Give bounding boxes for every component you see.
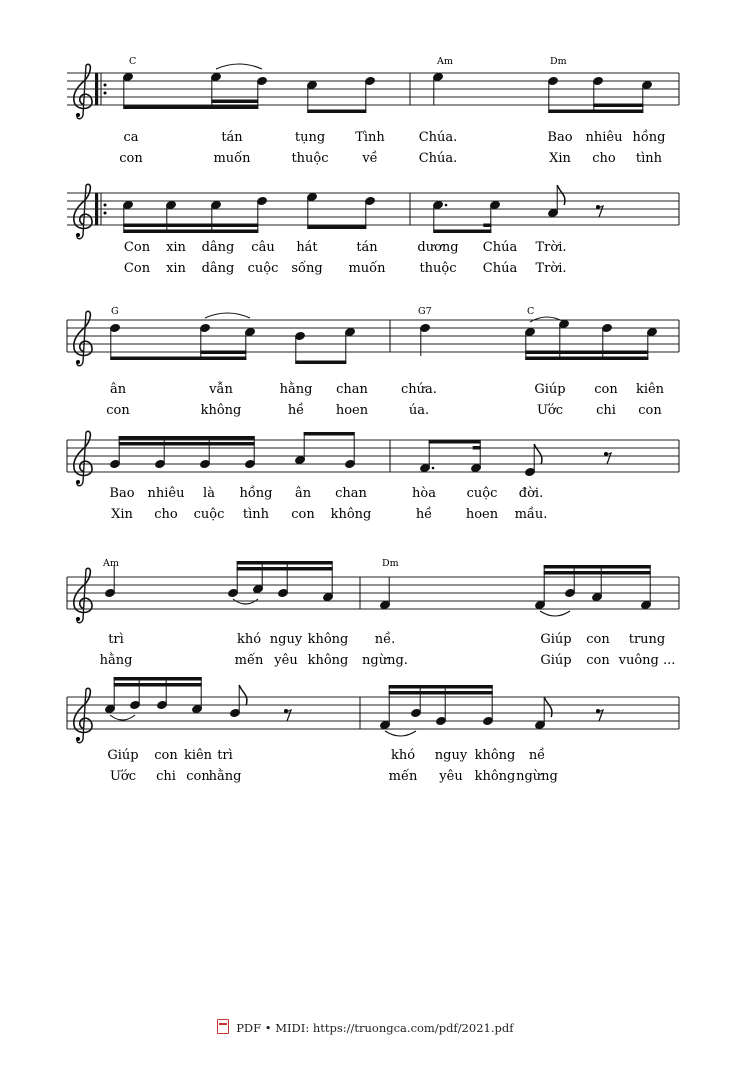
- note-beam: [544, 565, 651, 569]
- lyric-word: hồng: [632, 130, 666, 145]
- lyric-word: ngừng.: [362, 653, 408, 668]
- lyric-word: cho: [154, 507, 178, 522]
- lyric-word: tụng: [294, 130, 326, 145]
- treble-clef-icon: [74, 431, 92, 485]
- lyric-word: dương: [417, 240, 459, 255]
- lyric-word: khó: [236, 632, 262, 647]
- lyric-word: khó: [390, 748, 416, 763]
- lyric-word: ca: [123, 130, 139, 145]
- note-beam: [114, 677, 202, 681]
- lyric-word: không: [330, 507, 372, 522]
- eighth-rest-stroke: [598, 710, 603, 721]
- eighth-rest-stroke: [598, 206, 603, 217]
- footer-separator: •: [264, 1021, 272, 1035]
- note-beam: [211, 100, 258, 104]
- lyric-word: con: [586, 653, 610, 668]
- treble-clef-dot: [76, 360, 80, 364]
- lyric-word: nhiêu: [147, 486, 185, 501]
- lyric-word: nguy: [434, 748, 468, 763]
- lyric-word: không: [200, 403, 242, 418]
- note-beam: [237, 561, 333, 565]
- lyric-word: chứa.: [401, 382, 437, 397]
- note-flag: [534, 444, 542, 464]
- lyric-word: Bao: [109, 486, 135, 501]
- lyric-word: muốn: [348, 261, 386, 276]
- note-beam: [548, 110, 643, 114]
- lyric-word: Xin: [549, 151, 571, 166]
- upper-staff: [67, 577, 679, 609]
- lyric-word: chan: [336, 382, 368, 397]
- lyric-word: Chúa: [482, 261, 518, 276]
- lyric-word: Xin: [111, 507, 133, 522]
- lyric-word: hề: [415, 507, 433, 522]
- footer-url-link[interactable]: https://truongca.com/pdf/2021.pdf: [312, 1021, 514, 1035]
- treble-clef-curve: [74, 184, 92, 228]
- note-beam: [544, 571, 651, 575]
- lyric-word: mến: [388, 769, 418, 784]
- treble-clef-icon: [74, 184, 92, 238]
- lyric-word: con: [154, 748, 178, 763]
- lyric-word: con: [594, 382, 618, 397]
- note-beam: [200, 351, 246, 355]
- lyric-word: không: [307, 632, 349, 647]
- lyric-word: ân: [109, 382, 127, 397]
- treble-clef-dot: [76, 480, 80, 484]
- note-flag: [557, 185, 565, 205]
- lyric-word: hoen: [335, 403, 369, 418]
- lyric-word: nguy: [269, 632, 303, 647]
- note-beam: [123, 230, 258, 234]
- lyric-word: cuộc: [247, 261, 279, 276]
- lyric-word: không: [474, 748, 516, 763]
- note-beam: [110, 357, 246, 361]
- lyric-word: thuộc: [419, 261, 457, 276]
- pdf-file-icon: [217, 1019, 229, 1034]
- note-beam: [429, 440, 481, 444]
- lower-staff: [67, 697, 679, 729]
- lyric-word: tán: [221, 130, 243, 145]
- lyric-word: mầu.: [514, 507, 548, 522]
- lyric-word: thuộc: [291, 151, 329, 166]
- lyric-word: hề: [287, 403, 305, 418]
- footer-format: PDF: [236, 1021, 262, 1035]
- lyric-word: kiên: [635, 382, 665, 397]
- lyric-word: hồng: [239, 486, 273, 501]
- lyric-word: đời.: [518, 486, 544, 501]
- slur: [216, 64, 262, 69]
- eighth-rest-stroke: [606, 453, 611, 464]
- lyric-word: Giúp: [540, 632, 572, 647]
- slur: [205, 313, 250, 318]
- chord-symbol: Am: [103, 558, 119, 569]
- treble-clef-dot: [76, 113, 80, 117]
- lyric-word: Ước: [536, 403, 564, 418]
- lyric-word: Bao: [547, 130, 573, 145]
- lyric-word: con: [106, 403, 130, 418]
- lyric-word: Trời.: [535, 261, 567, 276]
- lyric-word: kiên: [183, 748, 213, 763]
- lyric-word: nề.: [374, 632, 396, 647]
- lyric-word: dâng: [201, 240, 235, 255]
- note-beam: [433, 230, 491, 234]
- slur: [233, 599, 258, 604]
- lyric-word: trì: [217, 748, 233, 763]
- lyric-word: sống: [291, 261, 323, 276]
- repeat-dot: [104, 204, 107, 207]
- note-beam: [114, 683, 202, 687]
- lyric-word: cuộc: [193, 507, 225, 522]
- treble-clef-curve: [74, 568, 92, 612]
- chord-symbol: Dm: [382, 558, 399, 569]
- note-beam: [525, 357, 648, 361]
- lyric-word: Ước: [109, 769, 137, 784]
- repeat-thick-bar: [95, 193, 98, 225]
- chord-symbol: C: [527, 306, 535, 317]
- lyric-word: xin: [166, 261, 186, 276]
- slur: [385, 731, 416, 736]
- note-beam: [593, 104, 643, 108]
- lyric-word: con: [291, 507, 315, 522]
- lyric-word: hằng: [99, 653, 133, 668]
- treble-clef-icon: [74, 568, 92, 622]
- lyric-word: mến: [234, 653, 264, 668]
- lyric-word: là: [203, 486, 215, 501]
- lyric-word: yêu: [439, 769, 463, 784]
- note-beam: [483, 224, 491, 228]
- note-beam: [525, 351, 648, 355]
- note-beam: [123, 224, 258, 228]
- note-beam: [389, 691, 493, 695]
- slur: [530, 317, 564, 322]
- note-beam: [237, 567, 333, 571]
- chord-symbol: G7: [418, 306, 432, 317]
- treble-clef-curve: [74, 311, 92, 355]
- lyric-word: nề: [528, 748, 546, 763]
- footer-midi-label: MIDI:: [275, 1021, 310, 1035]
- lyric-word: trì: [108, 632, 124, 647]
- lyric-word: Con: [123, 261, 151, 276]
- repeat-dot: [104, 212, 107, 215]
- chord-symbol: Am: [437, 56, 453, 67]
- lyric-word: ân: [294, 486, 312, 501]
- lyric-word: con: [186, 769, 210, 784]
- lyric-word: tình: [242, 507, 270, 522]
- lyric-word: hoen: [465, 507, 499, 522]
- lyric-word: cho: [592, 151, 616, 166]
- lyric-word: con: [119, 151, 143, 166]
- note-dot: [432, 467, 435, 470]
- note-beam: [307, 110, 366, 114]
- lyric-word: con: [638, 403, 662, 418]
- treble-clef-dot: [76, 233, 80, 237]
- lyric-word: muốn: [213, 151, 251, 166]
- treble-clef-curve: [74, 64, 92, 108]
- note-beam: [119, 442, 255, 446]
- lyric-word: hằng: [208, 769, 242, 784]
- lyric-word: không: [307, 653, 349, 668]
- note-beam: [473, 446, 481, 450]
- lyric-word: Con: [123, 240, 151, 255]
- lyric-word: vuông ...: [618, 653, 676, 668]
- lyric-word: Chúa: [482, 240, 518, 255]
- treble-clef-icon: [74, 311, 92, 365]
- repeat-thick-bar: [95, 73, 98, 105]
- treble-clef-icon: [74, 64, 92, 118]
- treble-clef-dot: [76, 617, 80, 621]
- repeat-dot: [104, 92, 107, 95]
- note-beam: [307, 226, 366, 230]
- lyric-word: tình: [635, 151, 663, 166]
- lyric-word: con: [586, 632, 610, 647]
- lyric-word: không: [474, 769, 516, 784]
- treble-clef-curve: [74, 431, 92, 475]
- page-footer: [0, 1019, 730, 1035]
- lyric-word: câu: [251, 240, 275, 255]
- note-dot: [445, 204, 448, 207]
- lyric-word: nhiêu: [585, 130, 623, 145]
- lyric-word: ngừng: [516, 769, 558, 784]
- note-beam: [304, 432, 355, 436]
- lyric-word: về: [362, 151, 378, 166]
- note-beam: [123, 106, 258, 110]
- lyric-word: cuộc: [466, 486, 498, 501]
- upper-staff: [67, 320, 679, 352]
- lyric-word: chan: [335, 486, 367, 501]
- chord-symbol: G: [111, 306, 119, 317]
- treble-clef-dot: [76, 737, 80, 741]
- lyric-word: hằng: [279, 382, 313, 397]
- eighth-rest-stroke: [286, 710, 291, 721]
- lyric-word: vẫn: [209, 382, 233, 397]
- chord-symbol: Dm: [550, 56, 567, 67]
- lyric-word: chi: [596, 403, 616, 418]
- lyric-word: trung: [628, 632, 666, 647]
- lyric-word: yêu: [274, 653, 298, 668]
- repeat-dot: [104, 84, 107, 87]
- lyric-word: Chúa.: [418, 130, 458, 145]
- lyric-word: xin: [166, 240, 186, 255]
- lyric-word: Trời.: [535, 240, 567, 255]
- lyric-word: Tình: [355, 130, 385, 145]
- treble-clef-curve: [74, 688, 92, 732]
- lyric-word: tán: [356, 240, 378, 255]
- lyric-word: úa.: [408, 403, 430, 418]
- note-beam: [119, 436, 255, 440]
- lyric-word: Giúp: [107, 748, 139, 763]
- lyric-word: hòa: [412, 486, 436, 501]
- note-flag: [544, 697, 552, 717]
- slur: [540, 611, 570, 616]
- lyric-word: Giúp: [534, 382, 566, 397]
- lyric-word: hát: [296, 240, 318, 255]
- note-beam: [389, 685, 493, 689]
- lyric-word: chi: [156, 769, 176, 784]
- note-flag: [239, 685, 247, 705]
- note-beam: [295, 361, 346, 365]
- lyric-word: Chúa.: [418, 151, 458, 166]
- lyric-word: Giúp: [540, 653, 572, 668]
- chord-symbol: C: [129, 56, 137, 67]
- treble-clef-icon: [74, 688, 92, 742]
- lyric-word: dâng: [201, 261, 235, 276]
- slur: [110, 715, 135, 720]
